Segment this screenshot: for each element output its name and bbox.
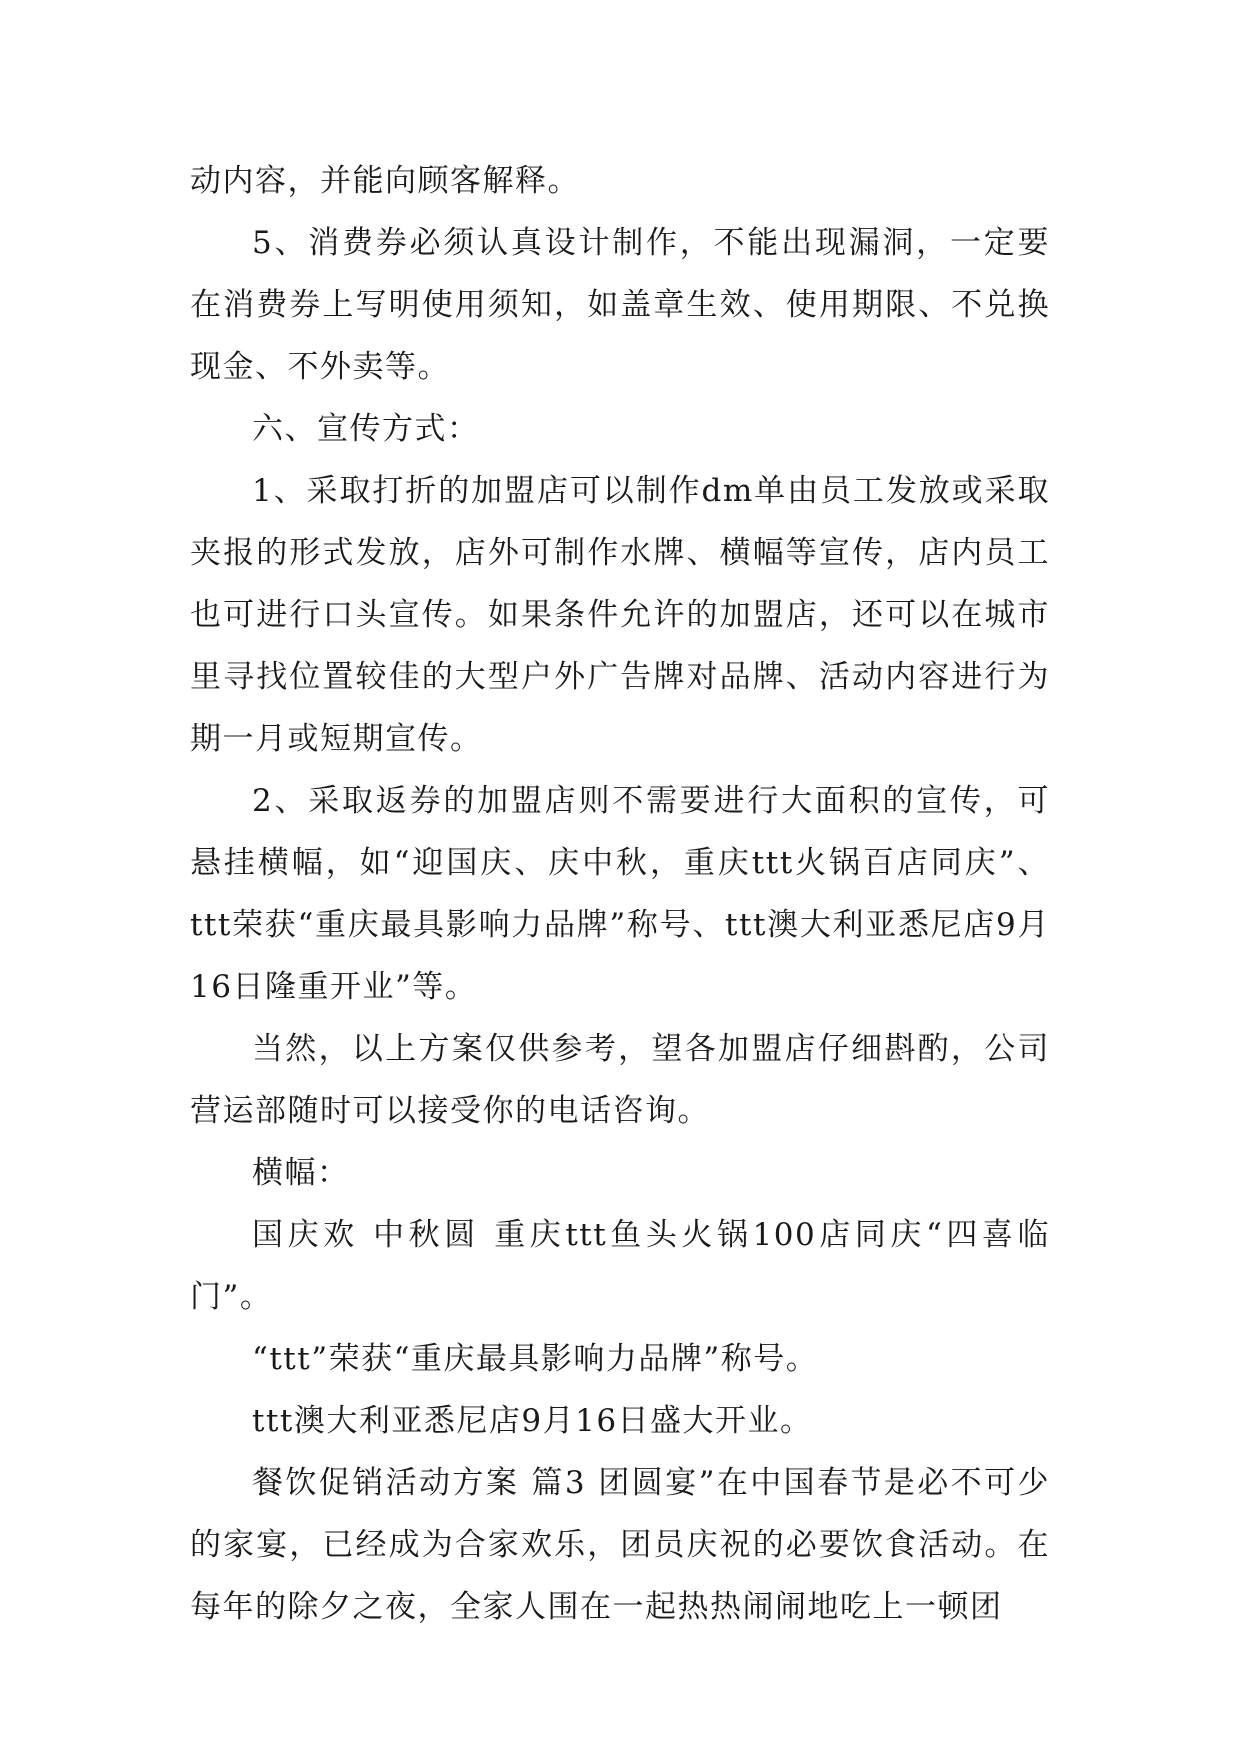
banner-line-3: ttt澳大利亚悉尼店9月16日盛大开业。 [252, 1403, 813, 1439]
section-heading-promotion: 六、宣传方式： [252, 411, 480, 447]
paragraph-item-1: 1、采取打折的加盟店可以制作dm单由员工发放或采取夹报的形式发放，店外可制作水牌、横幅等宣传，店内员工也可进行口头宣传。如果条件允许的加盟店，还可以在城市里寻找位置较佳的大型户外广告牌对品牌、活动内容进行为期一月或短期宣传。 [190, 473, 1050, 757]
paragraph-plan-3: 餐饮促销活动方案 篇3 团圆宴”在中国春节是必不可少的家宴，已经成为合家欢乐，团员庆祝的必要饮食活动。在每年的除夕之夜，全家人围在一起热热闹闹地吃上一顿团 [190, 1465, 1050, 1625]
paragraph-item-2: 2、采取返券的加盟店则不需要进行大面积的宣传，可悬挂横幅，如“迎国庆、庆中秋，重庆ttt火锅百店同庆”、ttt荣获“重庆最具影响力品牌”称号、ttt澳大利亚悉尼店9月16日隆重开业”等。 [190, 783, 1050, 1005]
paragraph-continuation: 动内容，并能向顾客解释。 [190, 163, 580, 199]
paragraph-note: 当然，以上方案仅供参考，望各加盟店仔细斟酌，公司营运部随时可以接受你的电话咨询。 [190, 1031, 1050, 1129]
document-page [190, 150, 1050, 1638]
banner-line-2: “ttt”荣获“重庆最具影响力品牌”称号。 [252, 1341, 819, 1377]
banner-line-1: 国庆欢 中秋圆 重庆ttt鱼头火锅100店同庆“四喜临门”。 [190, 1217, 1050, 1315]
paragraph-item-5: 5、消费券必须认真设计制作，不能出现漏洞，一定要在消费券上写明使用须知，如盖章生效、使用期限、不兑换现金、不外卖等。 [190, 225, 1050, 385]
banner-heading: 横幅： [252, 1155, 350, 1191]
